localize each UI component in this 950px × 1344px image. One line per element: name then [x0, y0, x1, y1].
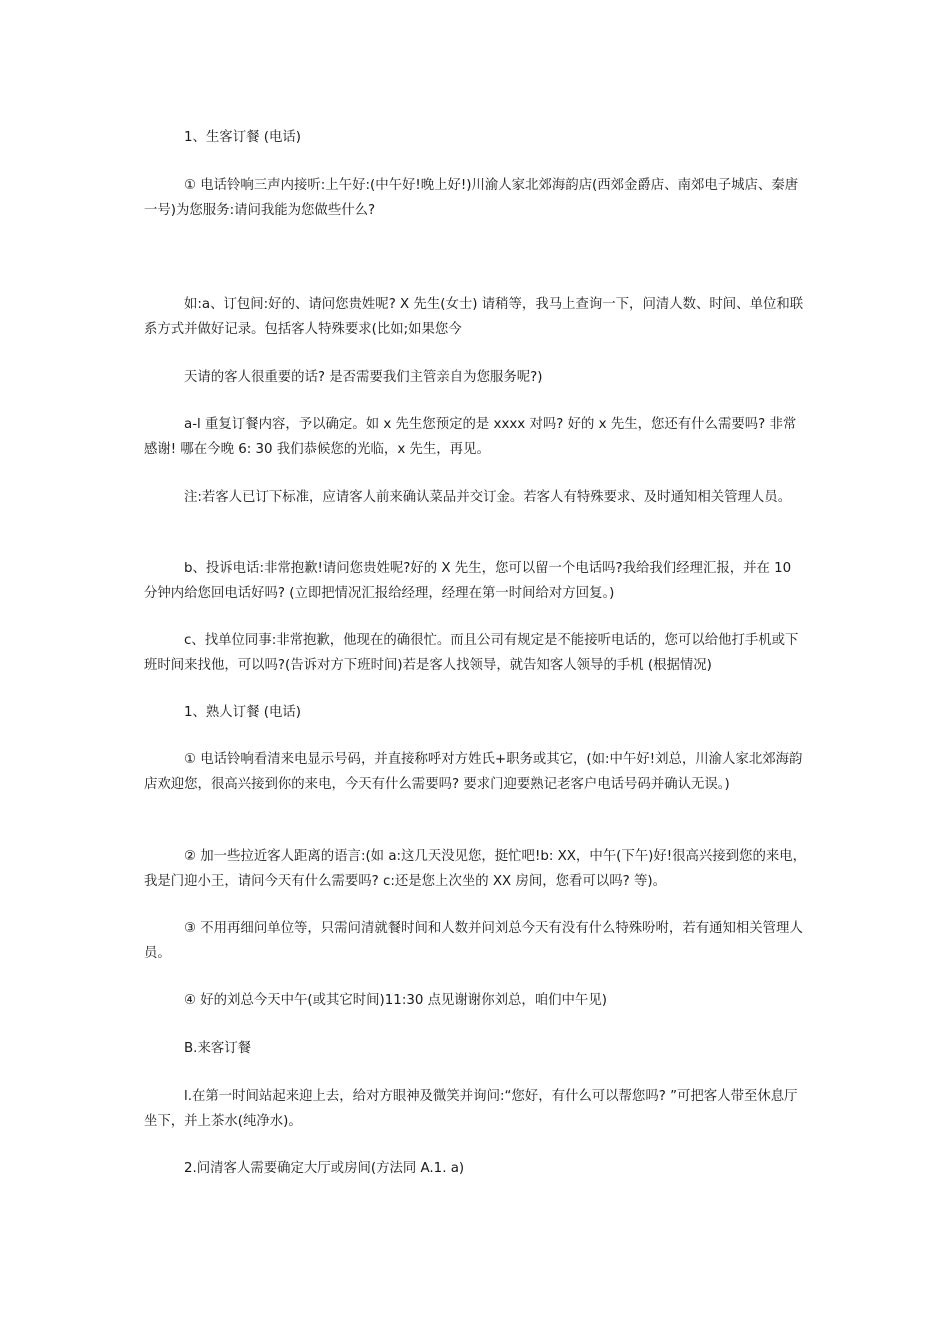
paragraph: ④ 好的刘总今天中午(或其它时间)11:30 点见谢谢你刘总，咱们中午见) [184, 993, 607, 1008]
paragraph: 注:若客人已订下标准，应请客人前来确认菜品并交订金。若客人有特殊要求、及时通知相关管理人员。 [184, 490, 792, 505]
paragraph: b、投诉电话:非常抱歉!请问您贵姓呢?好的 X 先生，您可以留一个电话吗?我给我们经理汇报，并在 10 分钟内给您回电话好吗? (立即把情况汇报给经理，经理在第一时间给对方回复。) [144, 561, 792, 601]
paragraph: ② 加一些拉近客人距离的语言:(如 a:这几天没见您，挺忙吧!b: XX，中午(下午)好!很高兴接到您的来电，我是门迎小王，请问今天有什么需要吗? c:还是您上次坐的 XX 房间，您看可以吗? 等)。 [144, 849, 807, 889]
paragraph: 2.问清客人需要确定大厅或房间(方法同 A.1. a) [184, 1161, 465, 1176]
paragraph: l.在第一时间站起来迎上去，给对方眼神及微笑并询问:“您好，有什么可以帮您吗? ”可把客人带至休息厅坐下，并上茶水(纯净水)。 [144, 1089, 798, 1129]
paragraph: ① 电话铃响看清来电显示号码，并直接称呼对方姓氏+职务或其它，(如:中午好!刘总，川渝人家北郊海韵店欢迎您，很高兴接到你的来电，今天有什么需要吗? 要求门迎要熟记老客户电话号码并确认无误。) [144, 752, 803, 792]
section-heading: 1、熟人订餐 (电话) [184, 705, 301, 720]
paragraph: 如:a、订包间:好的、请问您贵姓呢? X 先生(女士) 请稍等，我马上查询一下，问清人数、时间、单位和联系方式并做好记录。包括客人特殊要求(比如;如果您今 [144, 297, 804, 337]
paragraph: 天请的客人很重要的话? 是否需要我们主管亲自为您服务呢?) [184, 370, 543, 385]
paragraph: c、找单位同事:非常抱歉，他现在的确很忙。而且公司有规定是不能接听电话的，您可以给他打手机或下班时间来找他，可以吗?(告诉对方下班时间)若是客人找领导，就告知客人领导的手机 (根据情况) [144, 633, 799, 673]
section-heading: B.来客订餐 [184, 1041, 252, 1056]
section-heading: 1、生客订餐 (电话) [184, 130, 301, 145]
paragraph: a-l 重复订餐内容，予以确定。如 x 先生您预定的是 xxxx 对吗? 好的 x 先生，您还有什么需要吗? 非常感谢! 哪在今晚 6: 30 我们恭候您的光临，x 先生，再见。 [144, 417, 797, 457]
paragraph: ① 电话铃响三声内接听:上午好:(中午好!晚上好!)川渝人家北郊海韵店(西郊金爵店、南郊电子城店、秦唐一号)为您服务:请问我能为您做些什么? [144, 178, 799, 218]
paragraph: ③ 不用再细问单位等，只需问清就餐时间和人数并问刘总今天有没有什么特殊吩咐，若有通知相关管理人员。 [144, 921, 803, 961]
